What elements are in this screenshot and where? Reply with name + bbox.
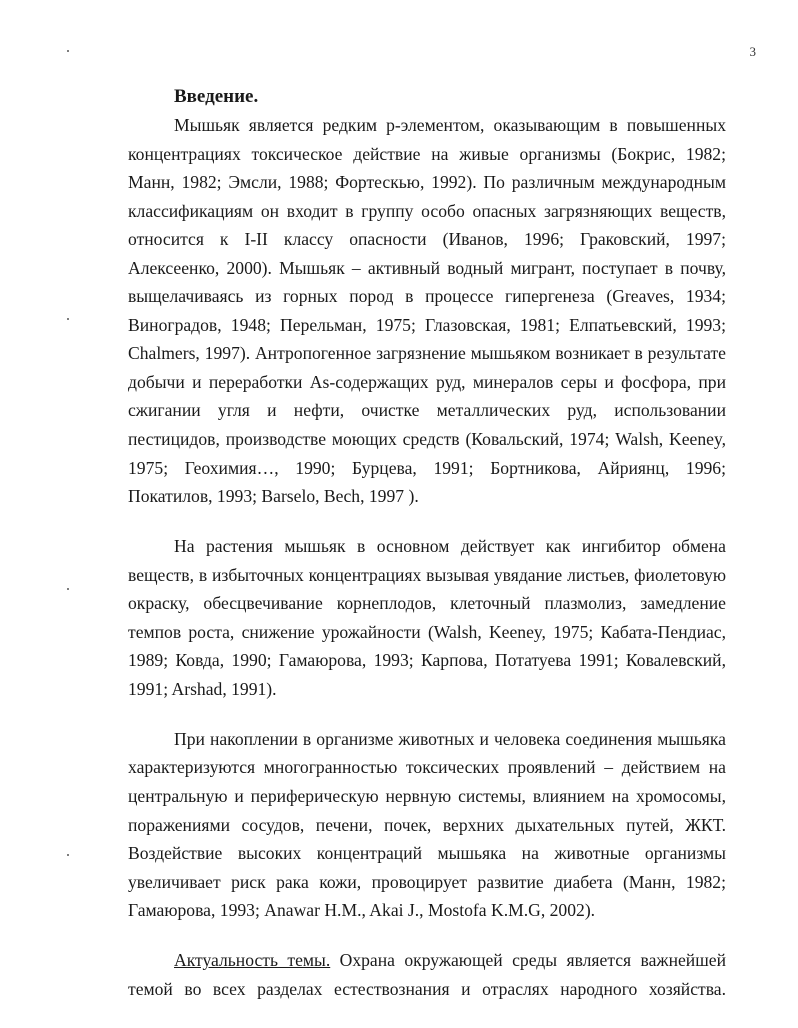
text-line: Манн, 1982; Эмсли, 1988; Фортескью, 1992). По различным международным	[128, 172, 726, 193]
text-line: На растения мышьяк в основном действует как ингибитор обмена	[174, 536, 726, 557]
text-line: пестицидов, производстве моющих средств (Ковальский, 1974; Walsh, Keeney,	[128, 429, 726, 450]
text-line: веществ, в избыточных концентрациях вызывая увядание листьев, фиолетовую	[128, 564, 726, 585]
margin-speck	[67, 318, 69, 320]
text-line: увеличивает риск рака кожи, провоцирует развитие диабета (Манн, 1982;	[128, 871, 726, 892]
text-line: центральную и периферическую нервную системы, влиянием на хромосомы,	[128, 786, 726, 807]
text-line: При накоплении в организме животных и человека соединения мышьяка	[174, 728, 726, 749]
text-fragment: Охрана окружающей среды является важнейшей	[330, 950, 726, 971]
text-line: темпов роста, снижение урожайности (Walsh, Keeney, 1975; Кабата-Пендиас,	[128, 621, 726, 642]
text-line: Мышьяк является редким р-элементом, оказывающим в повышенных	[174, 115, 726, 135]
paragraph	[128, 111, 726, 511]
paragraph	[128, 725, 726, 925]
text-line: Алексеенко, 2000). Мышьяк – активный водный мигрант, поступает в почву,	[128, 257, 726, 278]
text-line: сжигании угля и нефти, очистке металлических руд, использовании	[128, 400, 726, 421]
text-line: 1989; Ковда, 1990; Гамаюрова, 1993; Карпова, Потатуева 1991; Ковалевский,	[128, 650, 726, 671]
margin-speck	[67, 854, 69, 856]
text-line: Воздействие высоких концентраций мышьяка на животные организмы	[128, 843, 726, 864]
text-line: выщелачиваясь из горных пород в процессе гипергенеза (Greaves, 1934;	[128, 286, 726, 307]
text-line: поражениями сосудов, печени, почек, верхних дыхательных путей, ЖКТ.	[128, 814, 726, 835]
text-line: добычи и переработки As-содержащих руд, минералов серы и фосфора, при	[128, 371, 726, 392]
text-line: Chalmers, 1997). Антропогенное загрязнение мышьяком возникает в результате	[128, 343, 726, 364]
text-line: Виноградов, 1948; Перельман, 1975; Глазовская, 1981; Елпатьевский, 1993;	[128, 314, 726, 335]
paragraph	[128, 946, 726, 1003]
body-text	[128, 111, 726, 1003]
text-line: классификациям он входит в группу особо опасных загрязняющих веществ,	[128, 200, 726, 221]
text-line: относится к I-II классу опасности (Иванов, 1996; Граковский, 1997;	[128, 229, 726, 250]
section-heading: Введение.	[174, 86, 259, 107]
text-line: темой во всех разделах естествознания и отраслях народного хозяйства.	[128, 978, 726, 999]
margin-speck	[67, 50, 69, 52]
text-line: 1975; Геохимия…, 1990; Бурцева, 1991; Бортникова, Айриянц, 1996;	[128, 457, 726, 478]
paragraph	[128, 532, 726, 703]
topic-relevance-label: Актуальность темы.	[174, 950, 331, 971]
text-line: 1991; Arshad, 1991).	[128, 678, 277, 699]
text-line: характеризуются многогранностью токсических проявлений – действием на	[128, 757, 726, 778]
text-line: Покатилов, 1993; Barselo, Bech, 1997 ).	[128, 486, 419, 507]
text-line: концентрациях токсическое действие на живые организмы (Бокрис, 1982;	[128, 143, 726, 164]
text-line: Гамаюрова, 1993; Anawar H.M., Akai J., Mostofa K.M.G, 2002).	[128, 900, 596, 921]
text-line: окраску, обесцвечивание корнеплодов, клеточный плазмолиз, замедление	[128, 593, 726, 614]
text-line	[128, 946, 726, 975]
page-number: 3	[749, 44, 756, 59]
margin-speck	[67, 588, 69, 590]
